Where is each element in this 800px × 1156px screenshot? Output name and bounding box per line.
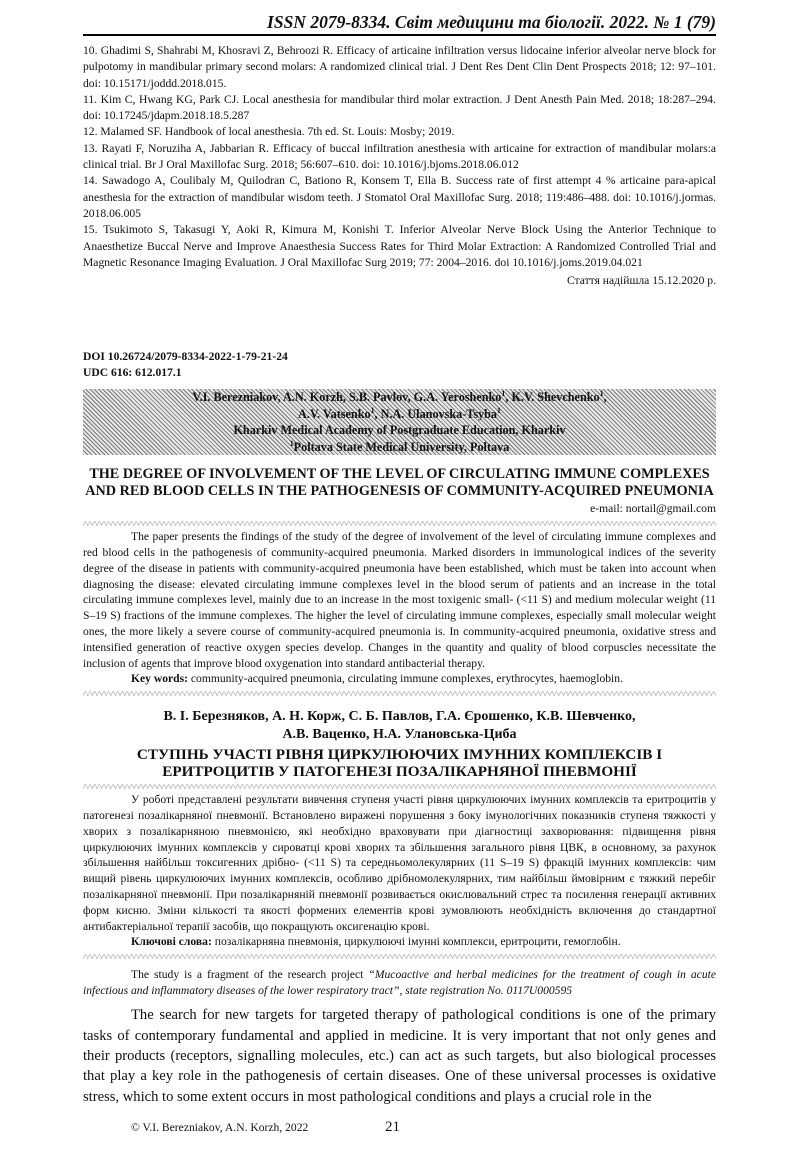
keywords-ua: Ключові слова: позалікарняна пневмонія, циркулюючі імунні комплекси, еритроцити, гемоглобін. xyxy=(131,935,621,949)
authors-block xyxy=(83,389,716,455)
body-text: The search for new targets for targeted therapy of pathological conditions is one of the primary tasks of contemporary fundamental and applied in medicine. It is very important that not only genes and their products (receptors, signalling molecules, etc.) can act as such targets, but also biological processes that play a key role in the pathogenesis of certain diseases. One of these universal processes is oxidative stress, which to some extent occurs in most pathological conditions and plays a crucial role in the xyxy=(83,1007,716,1105)
reference-item: 10. Ghadimi S, Shahrabi M, Khosravi Z, Behroozi R. Efficacy of articaine infiltration versus lidocaine inferior alveolar nerve block for pulpotomy in mandibular primary second molars: A randomized clinical trial. J Dent Res Dent Clin Dent Prospects 2018; 12: 97–101. doi: 10.15171/joddd.2018.015. xyxy=(83,44,716,90)
keywords-en: Key words: community-acquired pneumonia, circulating immune complexes, erythrocytes, haemoglobin. xyxy=(131,672,623,686)
reference-item: 14. Sawadogo A, Coulibaly M, Quilodran C, Bationo R, Konsem T, Ella B. Success rate of first attempt 4 % articaine para-apical anesthesia for the extraction of mandibular wisdom teeth. J Stomatol Oral Maxillofac Surg. 2018; 119:486–488. doi: 10.1016/j.jormas. 2018.06.005 xyxy=(83,174,716,220)
divider xyxy=(83,521,716,526)
reference-list xyxy=(83,43,716,271)
authors-ua: В. І. Березняков, А. Н. Корж, С. Б. Павлов, Г.А. Єрошенко, К.В. Шевченко, А.В. Ваценко, Н.А. Улановська-Циба xyxy=(163,709,636,743)
reference-item: 15. Tsukimoto S, Takasugi Y, Aoki R, Kimura M, Konishi T. Inferior Alveolar Nerve Block Using the Anterior Technique to Anaesthetize Buccal Nerve and Improve Anaesthesia Success Rates for Third Molar Extraction: A Randomized Controlled Trial and Magnetic Resonance Imaging Evaluation. J Oral Maxillofac Surg 2019; 77: 2004–2016. doi 10.1016/j.joms.2019.04.021 xyxy=(83,223,716,269)
reference-item: 13. Rayati F, Noruziha A, Jabbarian R. Efficacy of buccal infiltration anesthesia with articaine for extraction of mandibular molars:a clinical trial. Br J Oral Maxillofac Surg. 2018; 56:607–610. doi: 10.1016/j.bjoms.2018.06.012 xyxy=(83,141,716,172)
article-title-ua: СТУПІНЬ УЧАСТІ РІВНЯ ЦИРКУЛЮЮЧИХ ІМУННИХ КОМПЛЕКСІВ І ЕРИТРОЦИТІВ У ПАТОГЕНЕЗІ ПОЗАЛІКАРНЯНОЇ ПНЕВМОНІЇ xyxy=(136,746,663,781)
copyright: © V.I. Berezniakov, A.N. Korzh, 2022 xyxy=(131,1121,309,1135)
divider xyxy=(83,954,716,959)
affiliation: Kharkiv Medical Academy of Postgraduate Education, Kharkiv xyxy=(233,423,566,438)
contact-email: e-mail: nortail@gmail.com xyxy=(590,502,716,516)
divider xyxy=(83,784,716,789)
project-note: The study is a fragment of the research project “Mucoactive and herbal medicines for the treatment of cough in acute infectious and inflammatory diseases of the lower respiratory tract”, state registration No. 0117U000595 xyxy=(83,968,716,998)
affiliation: $^1$Poltava State Medical University, Poltava xyxy=(289,438,510,454)
journal-page xyxy=(83,0,716,1156)
header-rule xyxy=(83,34,716,36)
abstract-en: The paper presents the findings of the study of the degree of involvement of the level of circulating immune complexes and red blood cells in the pathogenesis of community-acquired pneumonia. Marked disorders in immunological indices of the severity degree of the disease in patients with community-acquired pneumonia have been established, which must be taken into account when diagnosing the disease: elevated circulating immune complexes level in the blood serum of patients and an increase in the total circulating immune complexes level, mainly due to an increase in the most toxigenic small- (<11 S) and medium molecular weight (11 S–19 S) fractions of the immune complexes. The higher the level of circulating immune complexes, especially small molecular weight ones, the more likely a severe course of community-acquired pneumonia is. In community-acquired pneumonia, oxidative stress and intensified generation of reactive oxygen species develop. Changes in the quantity and quality of blood corpuscles necessitate the inclusion of agents that improve blood oxygenation into standard antibacterial therapy. Key words: community-acquired pneumonia, circulating immune complexes, erythrocytes, haemoglobin. xyxy=(83,530,716,686)
running-header: ISSN 2079-8334. Світ медицини та біології. 2022. № 1 (79) xyxy=(267,12,716,32)
doi: DOI 10.26724/2079-8334-2022-1-79-21-24 xyxy=(83,350,288,364)
received-date: Стаття надійшла 15.12.2020 р. xyxy=(566,274,716,288)
reference-item: 12. Malamed SF. Handbook of local anesthesia. 7th ed. St. Louis: Mosby; 2019. xyxy=(83,125,455,139)
doi-block xyxy=(83,349,716,381)
udc: UDC 616: 612.017.1 xyxy=(83,366,182,380)
article-title: THE DEGREE OF INVOLVEMENT OF THE LEVEL OF CIRCULATING IMMUNE COMPLEXES AND RED BLOOD CELLS IN THE PATHOGENESIS OF COMMUNITY-ACQUIRED PNEUMONIA xyxy=(85,466,714,499)
page-footer xyxy=(83,1119,716,1136)
divider xyxy=(83,691,716,696)
authors-line: A.V. Vatsenko$^1$, N.A. Ulanovska-Tsyba$^1$ xyxy=(297,405,501,421)
abstract-ua: У роботі представлені результати вивчення ступеня участі рівня циркулюючих імунних комплексів та еритроцитів у патогенезі позалікарняної пневмонії. Встановлено виражені порушення з боку імунологічних показників ступеня тяжкості у хворих з позалікарняною пневмонією, які необхідно враховувати при діагностиці захворювання: підвищення рівня циркулюючих імунних комплексів у сироватці крові хворих та збільшення загального рівня ЦВК, в основному, за рахунок збільшення найбільш токсигенних дрібно- (<11 S) та середньомолекулярних (11 S–19 S) фракцій імунних комплексів: чим вищий рівень циркулюючих імунних комплексів, особливо дрібномолекулярних, тим найбільш ймовірним є тяжкий перебіг позалікарняної пневмонії. При позалікарняній пневмонії розвивається окислювальний стрес та посилення генерації активних форм кисню. Зміни кількості та якості формених елементів крові зумовлюють необхідність включення до стандартної антибактеріальної терапії засобів, що покращують оксигенацію крові. Ключові слова: позалікарняна пневмонія, циркулюючі імунні комплекси, еритроцити, гемоглобін. xyxy=(83,793,716,949)
authors-line: V.I. Berezniakov, A.N. Korzh, S.B. Pavlov, G.A. Yeroshenko$^1$, K.V. Shevchenko$^1$, xyxy=(192,389,607,405)
page-number: 21 xyxy=(385,1119,400,1136)
reference-item: 11. Kim C, Hwang KG, Park CJ. Local anesthesia for mandibular third molar extraction. J Dent Anesth Pain Med. 2018; 18:287–294. doi: 10.17245/jdapm.2018.18.5.287 xyxy=(83,92,716,123)
